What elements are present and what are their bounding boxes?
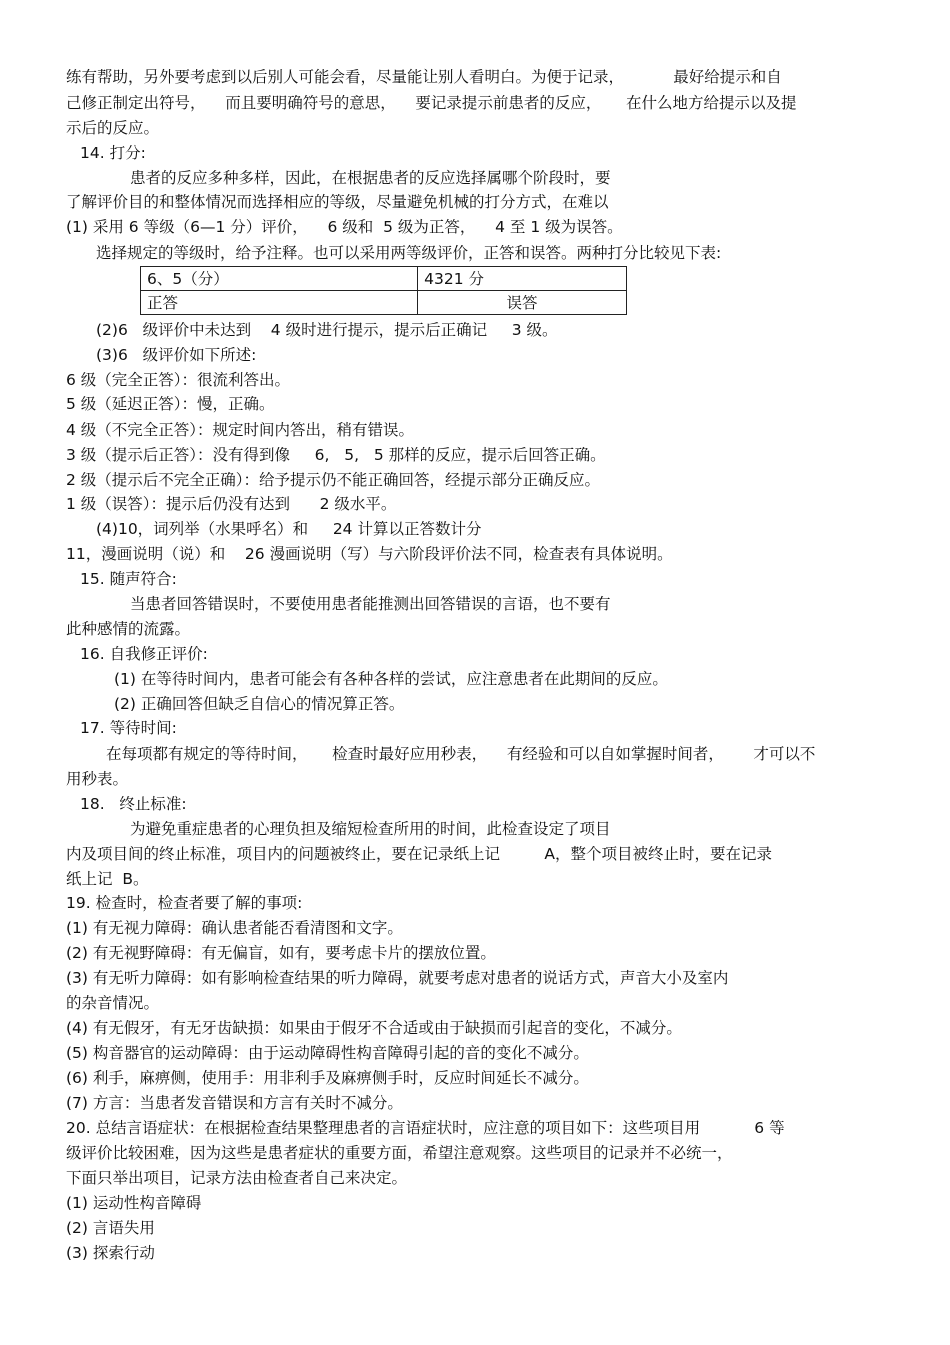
text-line: 5 级（延迟正答）：慢，正确。 — [66, 395, 275, 413]
table-cell: 4321 分 — [418, 267, 627, 291]
text-line: 2 级（提示后不完全正确）：给予提示仍不能正确回答，经提示部分正确反应。 — [66, 471, 601, 489]
text-line: (3)6 级评价如下所述: — [96, 346, 257, 364]
text-line: (1) 在等待时间内，患者可能会有各种各样的尝试，应注意患者在此期间的反应。 — [114, 670, 668, 688]
text-line: 示后的反应。 — [66, 119, 160, 137]
text-line: 当患者回答错误时，不要使用患者能推测出回答错误的言语，也不要有 — [130, 595, 611, 613]
text-line: (1) 采用 6 等级（6—1 分）评价， 6 级和 5 级为正答， 4 至 1 级为误答。 — [66, 218, 623, 236]
section-heading: 14. 打分: — [80, 144, 146, 162]
text-line: 己修正制定出符号， 而且要明确符号的意思， 要记录提示前患者的反应， 在什么地方给提示以及提 — [66, 94, 797, 112]
text-line: (4) 有无假牙，有无牙齿缺损：如果由于假牙不合适或由于缺损而引起音的变化，不减分。 — [66, 1019, 682, 1037]
text-line: 在每项都有规定的等待时间， 检查时最好应用秒表， 有经验和可以自如掌握时间者， 才可以不 — [106, 745, 816, 763]
text-line: (5) 构音器官的运动障碍：由于运动障碍性构音障碍引起的音的变化不减分。 — [66, 1044, 589, 1062]
list-item: (3) 探索行动 — [66, 1244, 155, 1262]
text-line: (6) 利手，麻痹侧，使用手：用非利手及麻痹侧手时，反应时间延长不减分。 — [66, 1069, 589, 1087]
section-heading: 20. 总结言语症状：在根据检查结果整理患者的言语症状时，应注意的项目如下：这些项目用 6 等 — [66, 1119, 785, 1137]
table-cell: 误答 — [418, 291, 627, 315]
text-line: 患者的反应多种多样，因此，在根据患者的反应选择属哪个阶段时，要 — [130, 169, 611, 187]
text-line: 4 级（不完全正答）：规定时间内答出，稍有错误。 — [66, 421, 415, 439]
section-heading: 15. 随声符合: — [80, 570, 177, 588]
section-heading: 18. 终止标准: — [80, 795, 187, 813]
section-heading: 16. 自我修正评价: — [80, 645, 208, 663]
text-line: 为避免重症患者的心理负担及缩短检查所用的时间，此检查设定了项目 — [130, 820, 611, 838]
text-line: 纸上记 B。 — [66, 870, 149, 888]
text-line: 此种感情的流露。 — [66, 620, 191, 638]
text-line: (2) 正确回答但缺乏自信心的情况算正答。 — [114, 695, 405, 713]
list-item: (1) 运动性构音障碍 — [66, 1194, 202, 1212]
score-comparison-table — [140, 266, 627, 315]
text-line: (4)10，词列举（水果呼名）和 24 计算以正答数计分 — [96, 520, 482, 538]
text-line: 6 级（完全正答）：很流利答出。 — [66, 371, 291, 389]
text-line: (3) 有无听力障碍：如有影响检查结果的听力障碍，就要考虑对患者的说话方式，声音大小及室内 — [66, 969, 729, 987]
section-heading: 19. 检查时，检查者要了解的事项: — [66, 894, 303, 912]
text-line: (7) 方言：当患者发音错误和方言有关时不减分。 — [66, 1094, 403, 1112]
text-line: 11，漫画说明（说）和 26 漫画说明（写）与六阶段评价法不同，检查表有具体说明。 — [66, 545, 673, 563]
table-cell: 正答 — [141, 291, 418, 315]
text-line: 1 级（误答）：提示后仍没有达到 2 级水平。 — [66, 495, 397, 513]
text-line: (1) 有无视力障碍：确认患者能否看清图和文字。 — [66, 919, 403, 937]
text-line: 3 级（提示后正答）：没有得到像 6, 5, 5 那样的反应，提示后回答正确。 — [66, 446, 606, 464]
text-line: 选择规定的等级时，给予注释。也可以采用两等级评价，正答和误答。两种打分比较见下表: — [96, 244, 722, 262]
text-line: 练有帮助，另外要考虑到以后别人可能会看，尽量能让别人看明白。为便于记录， 最好给提示和自 — [66, 68, 782, 86]
text-line: 用秒表。 — [66, 770, 129, 788]
text-line: (2)6 级评价中未达到 4 级时进行提示，提示后正确记 3 级。 — [96, 321, 558, 339]
text-line: 的杂音情况。 — [66, 994, 160, 1012]
table-cell: 6、5（分） — [141, 267, 418, 291]
text-line: 级评价比较困难，因为这些是患者症状的重要方面，希望注意观察。这些项目的记录并不必统一， — [66, 1144, 733, 1162]
text-line: 了解评价目的和整体情况而选择相应的等级，尽量避免机械的打分方式，在难以 — [66, 193, 609, 211]
text-line: (2) 有无视野障碍：有无偏盲，如有，要考虑卡片的摆放位置。 — [66, 944, 496, 962]
list-item: (2) 言语失用 — [66, 1219, 155, 1237]
section-heading: 17. 等待时间: — [80, 719, 177, 737]
text-line: 内及项目间的终止标准，项目内的问题被终止，要在记录纸上记 A，整个项目被终止时，要在记录 — [66, 845, 772, 863]
text-line: 下面只举出项目，记录方法由检查者自己来决定。 — [66, 1169, 408, 1187]
